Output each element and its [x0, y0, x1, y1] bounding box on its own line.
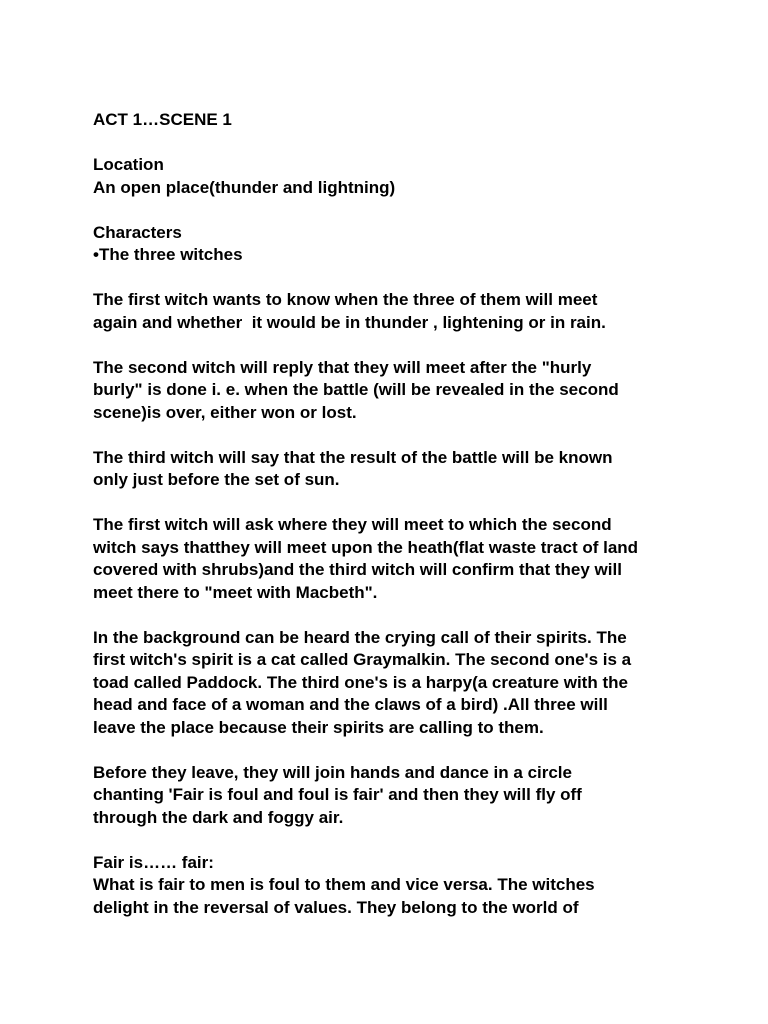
- spacer: [93, 132, 693, 155]
- paragraph-spirits: [93, 627, 693, 740]
- characters-label: Characters: [93, 222, 182, 242]
- text-line: The first witch will ask where they will meet to which the second: [93, 515, 612, 534]
- text-line: through the dark and foggy air.: [93, 807, 344, 827]
- text-line: The first witch wants to know when the three of them will meet: [93, 290, 598, 309]
- text-line: In the background can be heard the crying call of their spirits. The: [93, 627, 627, 647]
- quote-label: Fair is…… fair:: [93, 852, 214, 872]
- text-line: burly" is done i. e. when the battle (will be revealed in the second: [93, 380, 619, 399]
- paragraph-departure: [93, 762, 693, 830]
- spacer: [93, 829, 693, 852]
- text-line: again and whether it would be in thunder , lightening or in rain.: [93, 312, 606, 332]
- text-line: delight in the reversal of values. They belong to the world of: [93, 897, 579, 917]
- text-line: toad called Paddock. The third one's is a harpy(a creature with the: [93, 672, 628, 692]
- text-line: What is fair to men is foul to them and vice versa. The witches: [93, 875, 595, 894]
- spacer: [93, 334, 693, 357]
- scene-heading: ACT 1…SCENE 1: [93, 110, 232, 129]
- text-line: witch says thatthey will meet upon the heath(flat waste tract of land: [93, 537, 639, 557]
- text-line: The second witch will reply that they will meet after the "hurly: [93, 357, 592, 377]
- text-line: scene)is over, either won or lost.: [93, 402, 357, 422]
- text-line: head and face of a woman and the claws of a bird) .All three will: [93, 695, 608, 714]
- paragraph-meeting-place: [93, 514, 693, 604]
- spacer: [93, 492, 693, 515]
- quote-section: [93, 852, 693, 920]
- text-line: Before they leave, they will join hands and dance in a circle: [93, 762, 572, 782]
- text-line: chanting 'Fair is foul and foul is fair' and then they will fly off: [93, 785, 582, 804]
- spacer: [93, 604, 693, 627]
- text-line: first witch's spirit is a cat called Graymalkin. The second one's is a: [93, 650, 632, 669]
- paragraph-first-witch: [93, 289, 693, 334]
- paragraph-second-witch: [93, 357, 693, 425]
- paragraph-third-witch: [93, 447, 693, 492]
- spacer: [93, 739, 693, 762]
- location-value: An open place(thunder and lightning): [93, 177, 396, 197]
- character-item: •The three witches: [93, 245, 243, 264]
- document-page: [93, 109, 693, 919]
- spacer: [93, 199, 693, 222]
- text-line: leave the place because their spirits are calling to them.: [93, 717, 544, 737]
- location-label: Location: [93, 155, 164, 174]
- spacer: [93, 424, 693, 447]
- text-line: covered with shrubs)and the third witch will confirm that they will: [93, 560, 622, 579]
- text-line: meet there to "meet with Macbeth".: [93, 582, 378, 602]
- text-line: The third witch will say that the result of the battle will be known: [93, 447, 613, 467]
- text-line: only just before the set of sun.: [93, 470, 340, 489]
- spacer: [93, 267, 693, 290]
